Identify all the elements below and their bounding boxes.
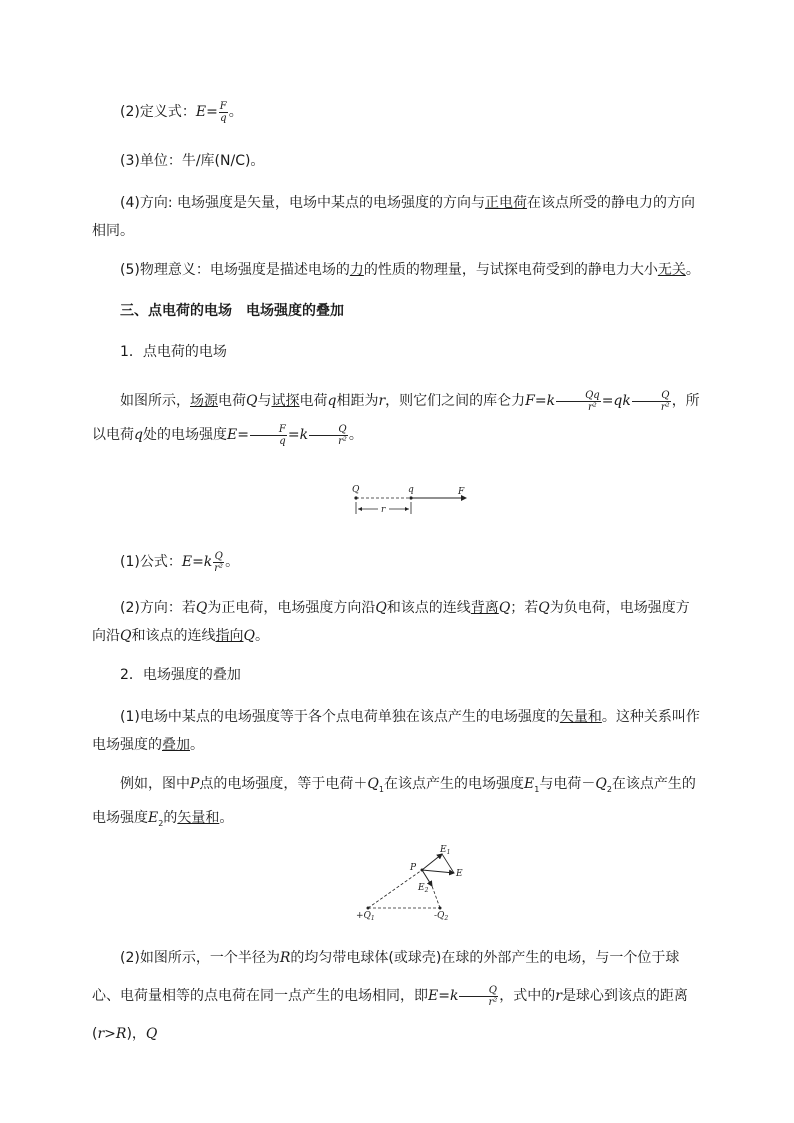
q2-dot [439, 907, 442, 910]
e-arrow [422, 870, 454, 873]
coulomb-fraction: $\frac{Qq}{\text{r²}}$ [556, 390, 601, 413]
fig2-P-label: P [410, 863, 417, 873]
formula-line: (1)公式：E=k $\frac{Q}{\text{r²}}$ 。 [120, 550, 240, 574]
superposition-paragraph: (1)电场中某点的电场强度等于各个点电荷单独在该点产生的电场强度的矢量和。这种关系叫作电场强度的叠加。 [92, 709, 700, 753]
e1-arrow [422, 854, 442, 870]
coulomb-paragraph: 如图所示，场源电荷Q与试探电荷q相距为r，则它们之间的库仑力F=k $\frac{Qq}{\text{r²}}$ =qk $\frac{Q}{\text{r²}}$ ，所以电荷q处的电场强度E= $\frac{F}{q}$ =k $\frac{Q}{\text{r²}}$ 。 [92, 389, 700, 447]
fig1-q-label: q [408, 485, 414, 495]
formula-fraction: $\frac{Q}{\text{r²}}$ [214, 550, 224, 574]
point-charge-figure [346, 480, 476, 520]
fig2-E2-label: $E_2$ [418, 883, 429, 894]
meaning-paragraph: (5)物理意义：电场强度是描述电场的力的性质的物理量，与试探电荷受到的静电力大小无关。 [120, 262, 700, 278]
sphere-paragraph: (2)如图所示，一个半径为R的均匀带电球体(或球壳)在球的外部产生的电场，与一个位于球心、电荷量相等的点电荷在同一点产生的电场相同，即E=k $\frac{Q}{\text{r²}}$ ，式中的r是球心到该点的距离(r>R)，Q [92, 950, 688, 1042]
r-arrowhead-right [405, 507, 409, 511]
q1-dot [367, 907, 370, 910]
q1-p-dashed [368, 870, 422, 908]
parallelogram-side [442, 854, 454, 873]
unit-line: (3)单位：牛/库(N/C)。 [120, 153, 265, 169]
superposition-figure [350, 838, 470, 920]
example-paragraph: 例如，图中P点的电场强度，等于电荷$+Q_1$在该点产生的电场强度$E_1$与电荷$-Q_2$在该点产生的电场强度$E_2$的矢量和。 [92, 776, 696, 828]
coulomb-fraction-2: $\frac{Q}{\text{r²}}$ [632, 390, 671, 413]
fig2-Q1-label: $+Q_1$ [356, 911, 375, 920]
point-p-dot [421, 869, 424, 872]
section-heading: 三、点电荷的电场 电场强度的叠加 [120, 303, 344, 319]
r-arrowhead-left [358, 507, 362, 511]
field-fraction-2: $\frac{Q}{\text{r²}}$ [309, 424, 348, 447]
fig1-r-label: r [381, 505, 386, 515]
definition-fraction: $\frac{F}{q}$ [219, 100, 227, 124]
fig2-E-label: E [456, 869, 463, 879]
subsection-title-1: 1．点电荷的电场 [120, 344, 227, 360]
sphere-fraction: $\frac{Q}{\text{r²}}$ [459, 985, 498, 1008]
fig2-Q2-label: $-Q_2$ [434, 911, 449, 920]
fig1-F-label: F [458, 487, 465, 497]
definition-line: (2)定义式：E= $\frac{F}{q}$ 。 [120, 100, 243, 124]
subsection-title-2: 2．电场强度的叠加 [120, 667, 241, 683]
fig2-E1-label: $E_1$ [440, 845, 451, 856]
fig1-Q-label: Q [352, 485, 360, 495]
direction-paragraph: (4)方向: 电场强度是矢量，电场中某点的电场强度的方向与正电荷在该点所受的静电力的方向相同。 [92, 195, 695, 239]
field-fraction: $\frac{F}{q}$ [250, 424, 287, 447]
point-direction-paragraph: (2)方向：若Q为正电荷，电场强度方向沿Q和该点的连线背离Q；若Q为负电荷，电场强度方向沿Q和该点的连线指向Q。 [92, 600, 690, 644]
q2-e2-dashed [432, 886, 440, 908]
